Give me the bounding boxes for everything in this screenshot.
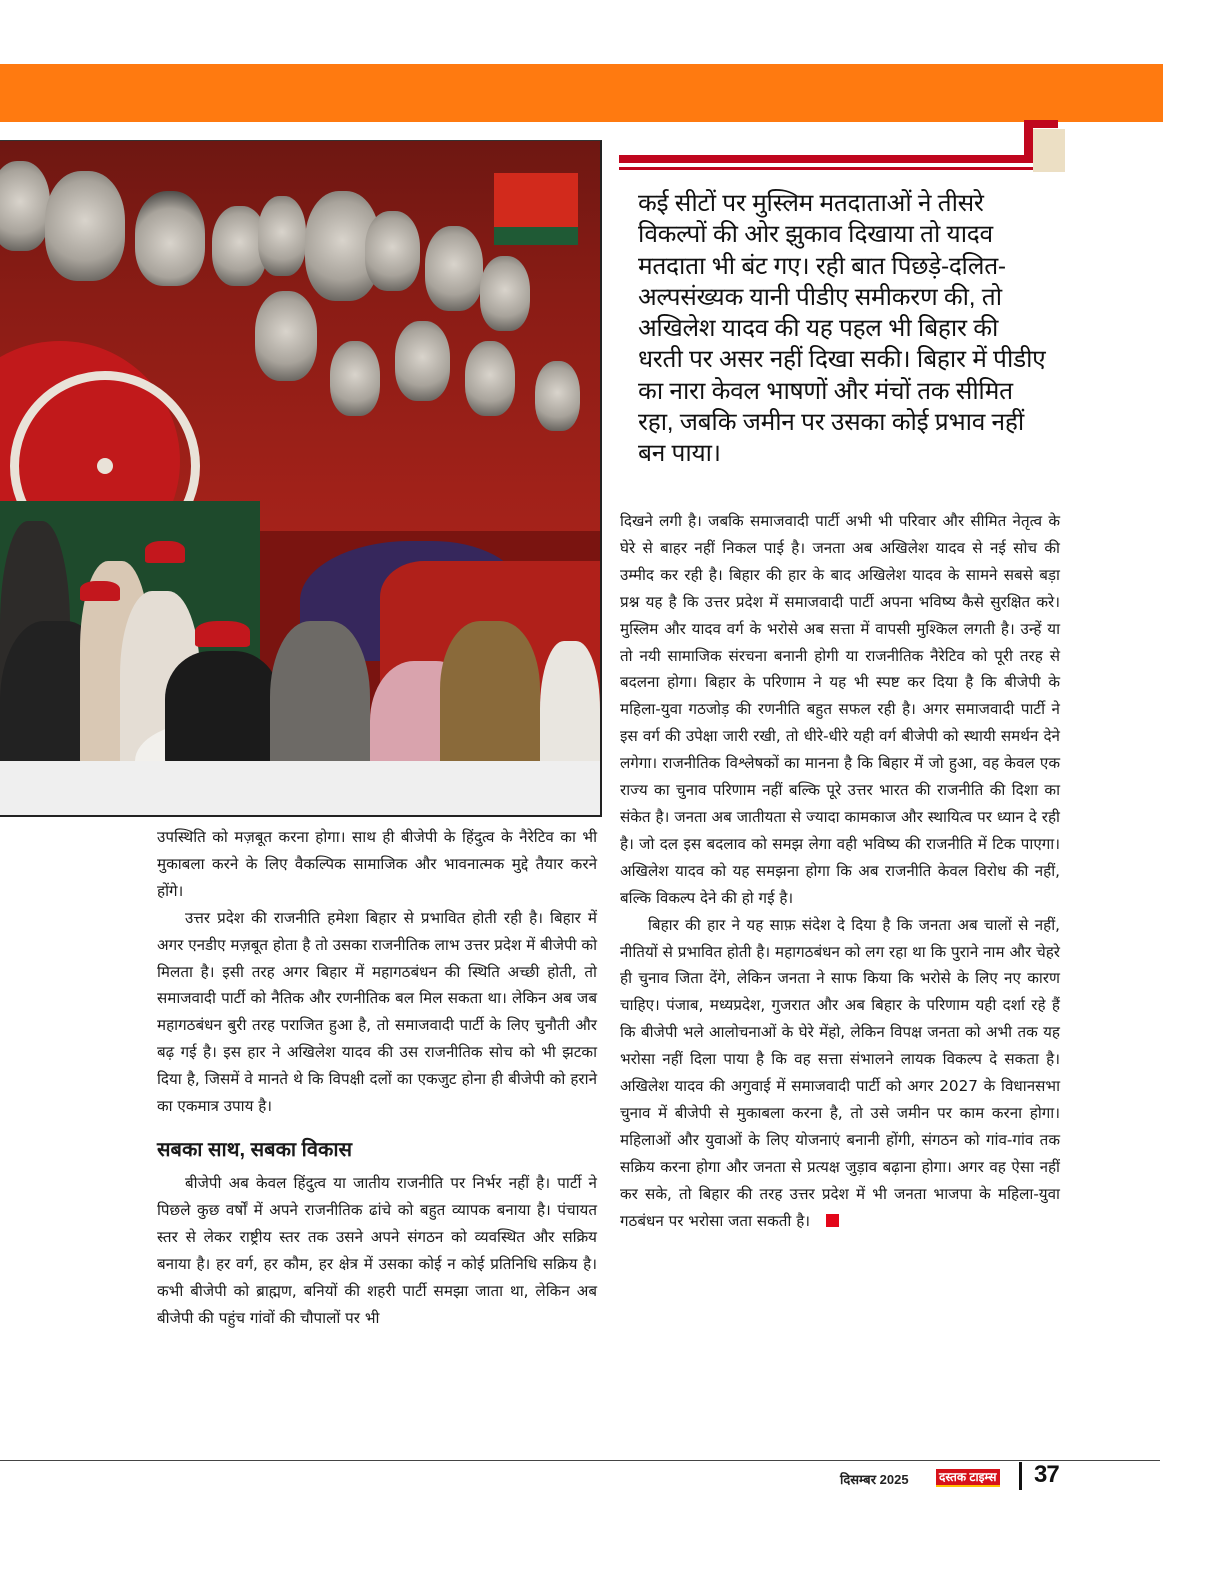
press-table (0, 761, 600, 815)
section-subheading: सबका साथ, सबका विकास (157, 1138, 353, 1161)
mural-face (135, 191, 205, 286)
mural-face (330, 341, 380, 416)
pull-quote-rule-thick (619, 155, 1033, 163)
mural-face (425, 226, 483, 311)
footer-rule (0, 1460, 1160, 1461)
article-paragraph: उत्तर प्रदेश की राजनीति हमेशा बिहार से प्रभावित होती रही है। बिहार में अगर एनडीए मज़बूत होता है तो उसका राजनीतिक लाभ उत्तर प्रदेश में बीजेपी को मिलता है। इसी तरह अगर बिहार में महागठबंधन की स्थिति अच्छी होती, तो समाजवादी पार्टी को नैतिक और रणनीतिक बल मिल सकता था। लेकिन अब जब महागठबंधन बुरी तरह पराजित हुआ है, तो समाजवादी पार्टी के लिए चुनौती और बढ़ गई है। इस हार ने अखिलेश यादव की उस राजनीतिक सोच को भी झटका दिया है, जिसमें वे मानते थे कि विपक्षी दलों का एकजुट होना ही बीजेपी को हराने का एकमात्र उपाय है। (157, 908, 597, 1116)
samajwadi-party-logo-band (494, 227, 578, 245)
corner-ornament-beige (1033, 129, 1065, 172)
article-paragraph: दिखने लगी है। जबकि समाजवादी पार्टी अभी भी परिवार और सीमित नेतृत्व के घेरे से बाहर नहीं निकल पाई है। जनता अब अखिलेश यादव से नई सोच की उम्मीद कर रही है। बिहार की हार के बाद अखिलेश यादव के सामने सबसे बड़ा प्रश्न यह है कि उत्तर प्रदेश में समाजवादी पार्टी अपना भविष्य कैसे सुरक्षित करे। मुस्लिम और यादव वर्ग के भरोसे अब सत्ता में वापसी मुश्किल लगती है। उन्हें या तो नयी सामाजिक संरचना बनानी होगी या राजनीतिक नैरेटिव को पूरी तरह से बदलना होगा। बिहार के परिणाम ने यह भी स्पष्ट कर दिया है कि बीजेपी के महिला-युवा गठजोड़ की रणनीति बहुत सफल रही है। अगर समाजवादी पार्टी ने इस वर्ग की उपेक्षा जारी रखी, तो धीरे-धीरे यही वर्ग बीजेपी को स्थायी समर्थन देने लगेगा। राजनीतिक विश्लेषकों का मानना है कि बिहार में जो हुआ, वह केवल एक राज्य का चुनाव परिणाम नहीं बल्कि पूरे उत्तर भारत की राजनीति की दिशा का संकेत है। जनता अब जातीयता से ज्यादा कामकाज और स्थायित्व पर ध्यान दे रही है। जो दल इस बदलाव को समझ लेगा वही भविष्य की राजनीति में टिक पाएगा। अखिलेश यादव को यह समझना होगा कि अब राजनीति केवल विरोध की नहीं, बल्कि विकल्प देने की हो गई है। (620, 512, 1060, 907)
mural-face (45, 171, 125, 281)
mural-face (395, 321, 450, 401)
article-paragraph (620, 912, 1060, 1235)
issue-date: दिसम्बर 2025 (840, 1472, 909, 1487)
mural-face (255, 291, 317, 381)
pull-quote-rule-thin (619, 167, 1033, 170)
mural-face (0, 161, 50, 251)
magazine-logo: दस्तक टाइम्स (936, 1469, 1000, 1487)
footer-divider (1019, 1462, 1022, 1490)
akhilesh-yadav (165, 651, 280, 771)
header-color-bar (0, 64, 1163, 122)
page-number: 37 (1034, 1461, 1059, 1488)
red-cap (195, 621, 250, 647)
article-paragraph-text: बिहार की हार ने यह साफ़ संदेश दे दिया है कि जनता अब चालों से नहीं, नीतियों से प्रभावित होती है। महागठबंधन को लग रहा था कि पुराने नाम और चेहरे ही चुनाव जिता देंगे, लेकिन जनता ने साफ किया कि भरोसे के लिए नए कारण चाहिए। पंजाब, मध्यप्रदेश, गुजरात और अब बिहार के परिणाम यही दर्शा रहे हैं कि बीजेपी भले आलोचनाओं के घेरे मेंहो, लेकिन विपक्ष जनता को अभी तक यह भरोसा नहीं दिला पाया है कि वह सत्ता संभालने लायक विकल्प दे सकता है। अखिलेश यादव की अगुवाई में समाजवादी पार्टी को अगर 2027 के विधानसभा चुनाव में बीजेपी से मुकाबला करना है, तो उसे जमीन पर काम करना होगा। महिलाओं और युवाओं के लिए योजनाएं बनानी होंगी, संगठन को गांव-गांव तक सक्रिय करना होगा और जनता से प्रत्यक्ष जुड़ाव बढ़ाना होगा। अगर वह ऐसा नहीं कर सके, तो बिहार की तरह उत्तर प्रदेश में भी जनता भाजपा के महिला-युवा गठबंधन पर भरोसा जता सकती है। (620, 915, 1060, 1230)
mural-leaders-portraits (0, 151, 560, 531)
mural-face (480, 256, 530, 331)
article-paragraph: उपस्थिति को मज़बूत करना होगा। साथ ही बीजेपी के हिंदुत्व के नैरेटिव का भी मुकाबला करने के लिए वैकल्पिक सामाजिक और भावनात्मक मुद्दे तैयार करने होंगे। (157, 828, 597, 900)
pull-quote: कई सीटों पर मुस्लिम मतदाताओं ने तीसरे विकल्पों की ओर झुकाव दिखाया तो यादव मतदाता भी बंट गए। रही बात पिछड़े-दलित-अल्पसंख्यक यानी पीडीए समीकरण की, तो अखिलेश यादव की यह पहल भी बिहार की धरती पर असर नहीं दिखा सकी। बिहार में पीडीए का नारा केवल भाषणों और मंचों तक सीमित रहा, जबकि जमीन पर उसका कोई प्रभाव नहीं बन पाया। (638, 190, 1046, 468)
end-of-article-mark (826, 1214, 839, 1227)
samajwadi-party-logo (494, 173, 578, 245)
red-cap (145, 541, 185, 563)
mural-face (465, 341, 515, 416)
red-cap (80, 581, 120, 601)
article-paragraph: बीजेपी अब केवल हिंदुत्व या जातीय राजनीति पर निर्भर नहीं है। पार्टी ने पिछले कुछ वर्षों में अपने राजनीतिक ढांचे को बहुत व्यापक बनाया है। पंचायत स्तर से लेकर राष्ट्रीय स्तर तक उसने अपने संगठन को व्यवस्थित और सक्रिय बनाया है। हर वर्ग, हर कौम, हर क्षेत्र में उसका कोई न कोई प्रतिनिधि सक्रिय है। कभी बीजेपी को ब्राह्मण, बनियों की शहरी पार्टी समझा जाता था, लेकिन अब बीजेपी की पहुंच गांवों की चौपालों पर भी (157, 1173, 597, 1327)
article-column-left (157, 824, 597, 1331)
article-column-right (620, 508, 1060, 1234)
mural-face (258, 196, 306, 276)
mural-face (535, 361, 580, 431)
press-conference-photo (0, 140, 602, 817)
mural-face (365, 211, 420, 291)
